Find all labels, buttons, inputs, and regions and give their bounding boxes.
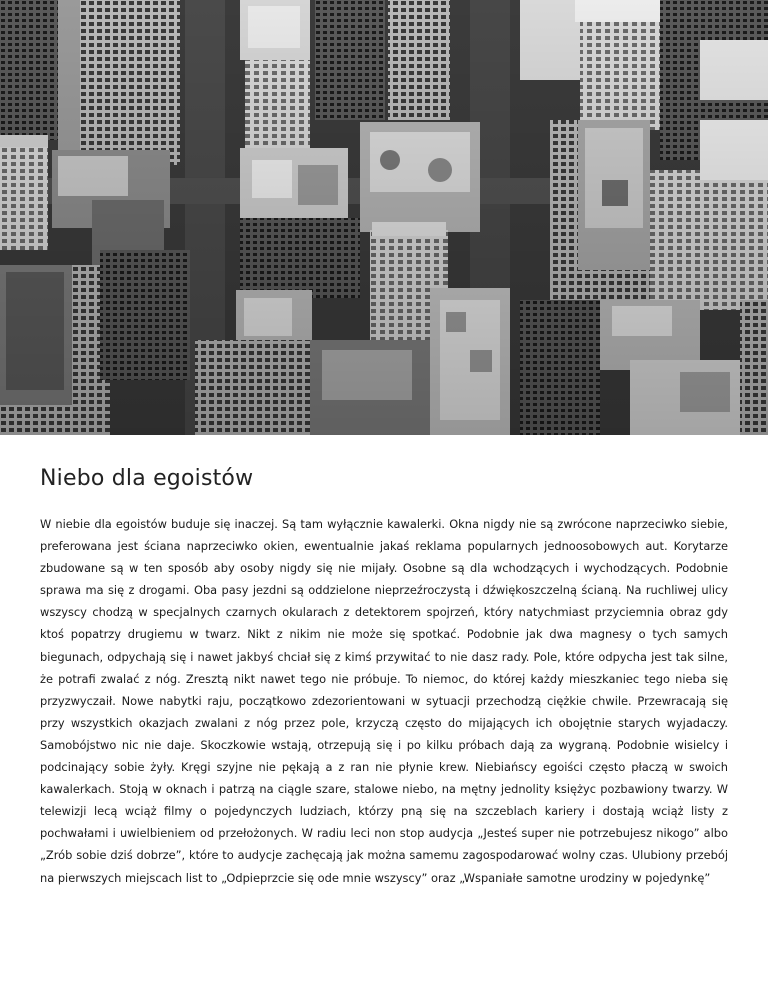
article-title: Niebo dla egoistów (40, 466, 254, 491)
header-city-photo (0, 0, 768, 435)
aerial-city-illustration (0, 0, 768, 435)
article-body: W niebie dla egoistów buduje się inaczej. Są tam wyłącznie kawalerki. Okna nigdy nie są zwrócone naprzeciwko siebie, preferowana jest ściana naprzeciwko okien, ewentualnie jakaś reklama popularnych jednoosobowych aut. Korytarze zbudowane są w ten sposób aby osoby nigdy się nie mijały. Osobne są dla wchodzących i wychodzących. Podobnie sprawa ma się z drogami. Oba pasy jezdni są oddzielone nieprzeźroczystą i dźwiękoszczelną ścianą. Na ruchliwej ulicy wszyscy chodzą w specjalnych czarnych okularach z detektorem spojrzeń, który natychmiast przyciemnia obraz gdy ktoś popatrzy drugiemu w twarz. Nikt z nikim nie może się spotkać. Podobnie jak dwa magnesy o tych samych biegunach, odpychają się i nawet jakbyś chciał się z kimś przywitać to nie dasz rady. Pole, które odpycha jest tak silne, że potrafi zwalać z nóg. Zresztą nikt nawet tego nie próbuje. To niemoc, do której każdy mieszkaniec tego nieba się przyzwyczaił. Nowe nabytki raju, początkowo zdezorientowani w sytuacji przechodzą ciężkie chwile. Przewracają się przy wszystkich okazjach zwalani z nóg przez pole, krzyczą często do mijających ich obojętnie starych wyjadaczy. Samobójstwo nic nie daje. Skoczkowie wstają, otrzepują się i po kilku próbach dają za wygraną. Podobnie wisielcy i podcinający sobie żyły. Kręgi szyjne nie pękają a z ran nie płynie krew. Niebiańscy egoiści często płaczą w swoich kawalerkach. Stoją w oknach i patrzą na ciągle szare, stalowe niebo, na mętny jednolity księżyc pozbawiony twarzy. W telewizji lecą wciąż filmy o pojedynczych ludziach, którzy pną się na szczeblach kariery i dostają wciąż listy z pochwałami i uwielbieniem od przełożonych. W radiu leci non stop audycja „Jesteś super nie potrzebujesz nikogo” albo „Zrób sobie dziś dobrze”, które to audycje zachęcają jak można samemu zagospodarować wolny czas. Ulubiony przebój na pierwszych miejscach list to „Odpieprzcie się ode mnie wszyscy” oraz „Wspaniałe samotne urodziny w pojedynkę” (40, 517, 728, 885)
